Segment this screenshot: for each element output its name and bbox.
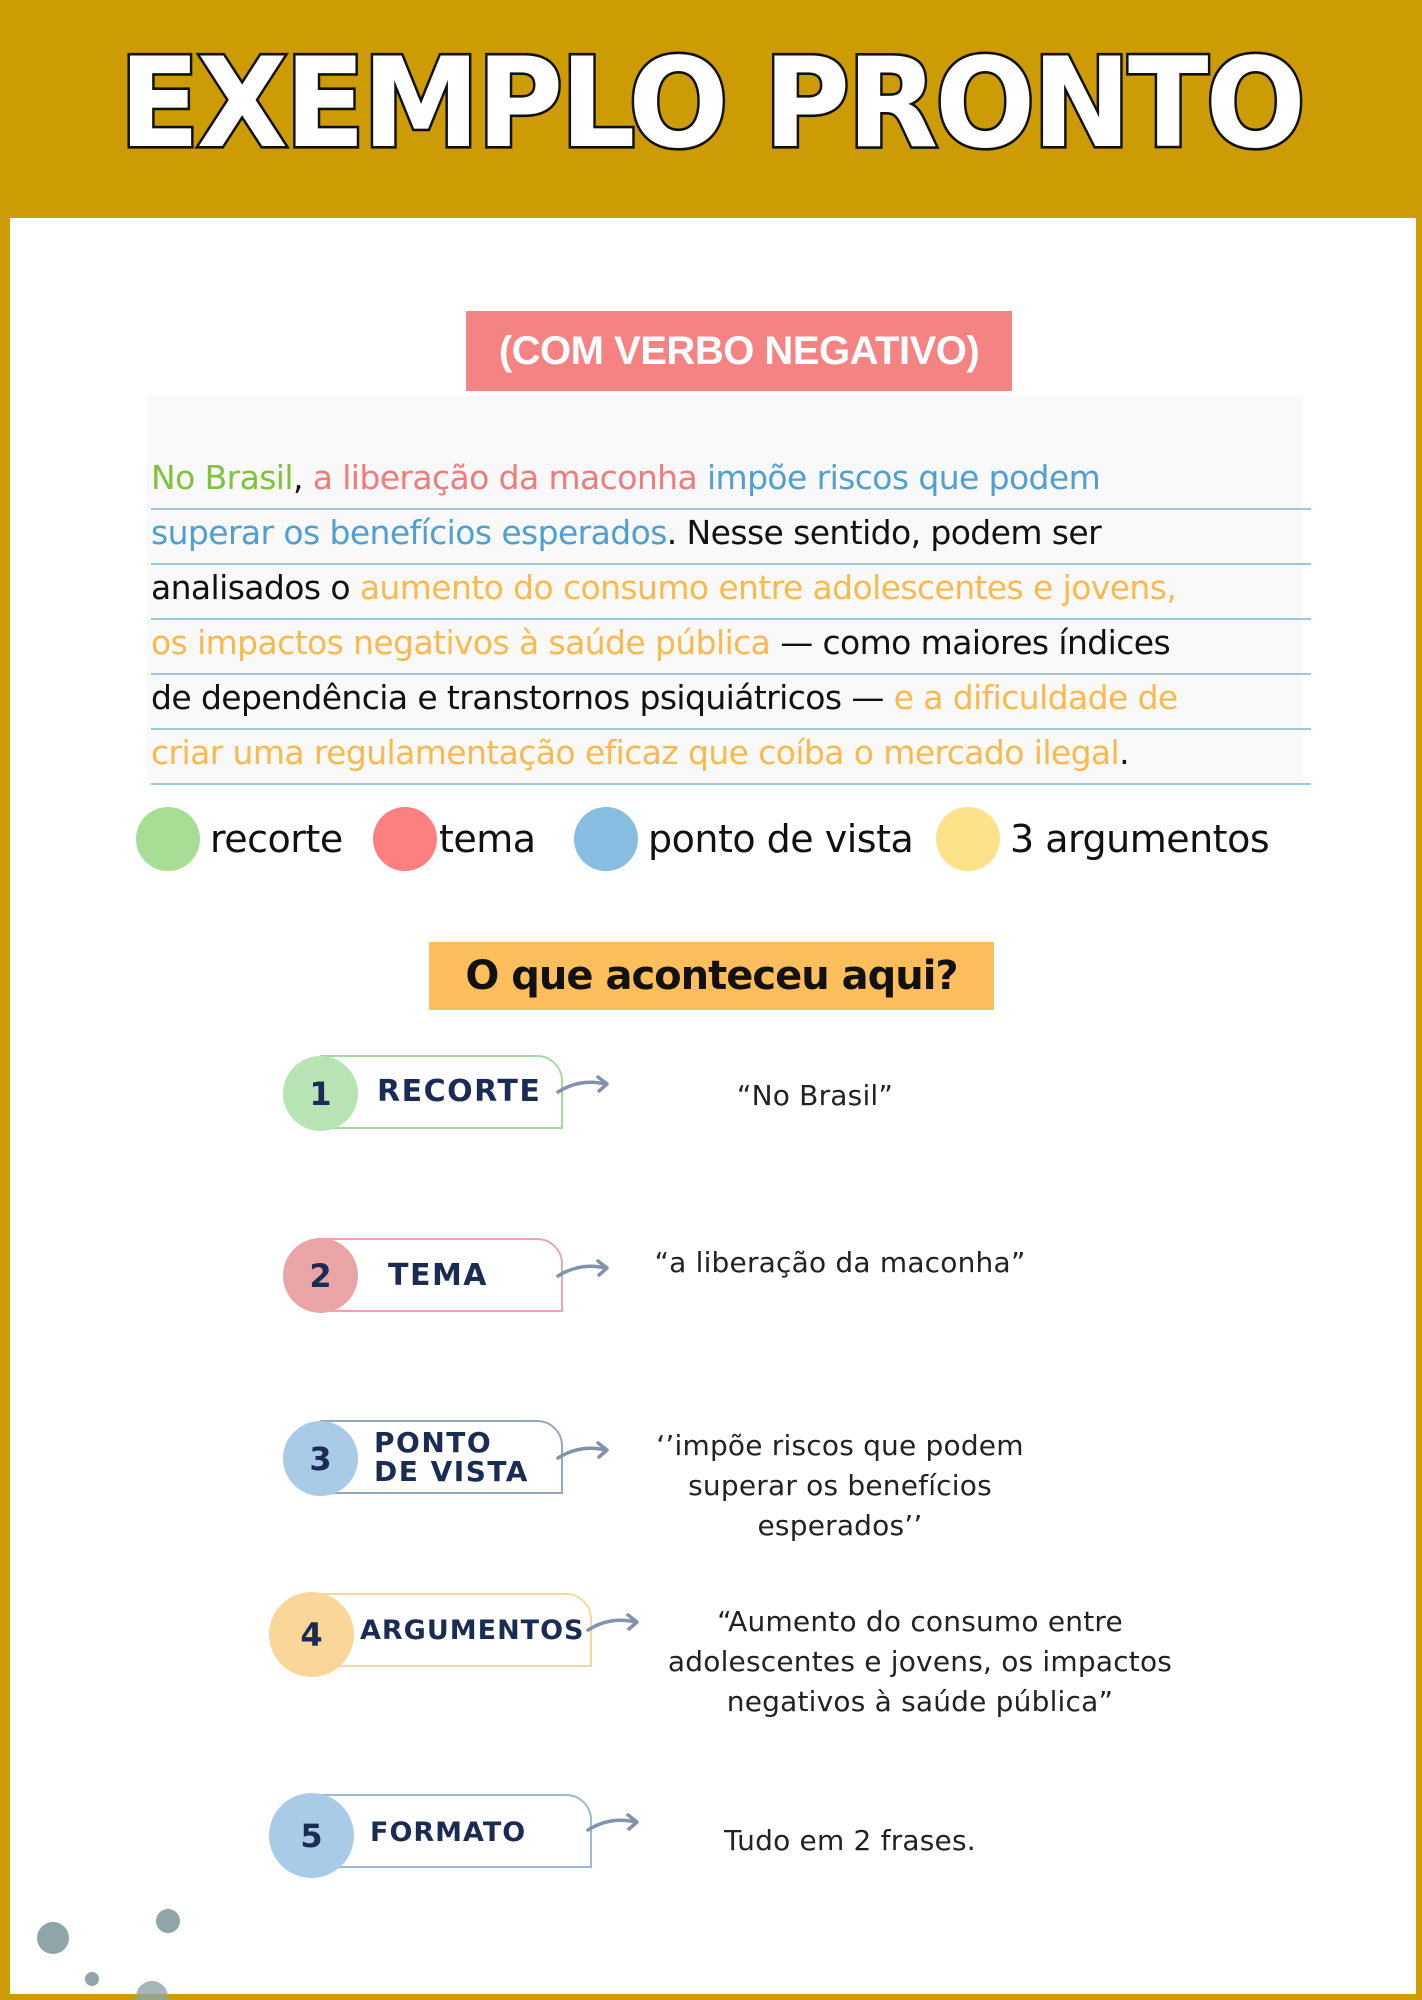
decorative-dot <box>136 1981 168 2000</box>
paragraph-line-3: analisados o aumento do consumo entre adolescentes e jovens, <box>151 564 1311 620</box>
legend-dot-green <box>136 807 200 871</box>
argumento-text: criar uma regulamentação eficaz que coíba o mercado ilegal <box>151 733 1120 772</box>
step-description: ‘’impõe riscos que podem superar os benefícios esperados’’ <box>656 1429 1024 1542</box>
argumento-text: os impactos negativos à saúde pública <box>151 623 771 662</box>
recorte-text: No Brasil <box>151 458 293 497</box>
step-label: TEMA <box>388 1258 489 1293</box>
tema-text: a liberação da maconha <box>312 458 698 497</box>
paragraph-line-2: superar os benefícios esperados. Nesse sentido, podem ser <box>151 509 1311 565</box>
ponto-de-vista-text: impõe riscos que podem <box>706 458 1101 497</box>
arrow-right-icon <box>554 1254 614 1286</box>
arrow-right-icon <box>554 1070 614 1102</box>
legend-item-recorte: recorte <box>136 806 343 872</box>
paragraph-line-1: No Brasil, a liberação da maconha impõe riscos que podem <box>151 454 1311 510</box>
step-number-badge: 5 <box>269 1793 354 1878</box>
step-label: FORMATO <box>370 1817 527 1848</box>
page-header <box>0 0 1422 218</box>
step-label: ARGUMENTOS <box>360 1615 585 1646</box>
legend-dot-blue <box>574 807 638 871</box>
paragraph-line-6: criar uma regulamentação eficaz que coíba o mercado ilegal. <box>151 729 1311 785</box>
step-number-badge: 4 <box>269 1592 354 1677</box>
subtitle-badge: (COM VERBO NEGATIVO) <box>466 311 1012 391</box>
content-sheet <box>10 218 1416 1994</box>
step-label: PONTO DE VISTA <box>374 1426 529 1488</box>
paragraph-line-4: os impactos negativos à saúde pública — como maiores índices <box>151 619 1311 675</box>
legend-dot-yellow <box>936 807 1000 871</box>
legend-item-ponto-de-vista: ponto de vista <box>574 806 913 872</box>
arrow-right-icon <box>584 1808 644 1840</box>
decorative-dot <box>85 1972 99 1986</box>
legend-item-tema: tema <box>373 806 536 872</box>
step-number-badge: 1 <box>283 1056 358 1131</box>
step-description: Tudo em 2 frases. <box>724 1824 976 1857</box>
argumento-text: aumento do consumo entre adolescentes e jovens, <box>359 568 1177 607</box>
paragraph-line-5: de dependência e transtornos psiquiátricos — e a dificuldade de <box>151 674 1311 730</box>
step-number-badge: 3 <box>283 1421 358 1496</box>
arrow-right-icon <box>584 1608 644 1640</box>
step-description: “No Brasil” <box>736 1079 894 1112</box>
question-heading: O que aconteceu aqui? <box>429 942 994 1010</box>
arrow-right-icon <box>554 1436 614 1468</box>
ponto-de-vista-text: superar os benefícios esperados <box>151 513 667 552</box>
step-description: “Aumento do consumo entre adolescentes e jovens, os impactos negativos à saúde pública” <box>667 1605 1173 1718</box>
step-description: “a liberação da maconha” <box>654 1246 1026 1279</box>
step-number-badge: 2 <box>283 1238 358 1313</box>
legend-item-argumentos: 3 argumentos <box>936 806 1269 872</box>
argumento-text: e a dificuldade de <box>893 678 1178 717</box>
decorative-dot <box>37 1922 69 1954</box>
decorative-dot <box>156 1909 180 1933</box>
page-title: EXEMPLO PRONTO <box>119 30 1303 176</box>
legend-dot-red <box>373 807 437 871</box>
step-label: RECORTE <box>377 1074 542 1109</box>
